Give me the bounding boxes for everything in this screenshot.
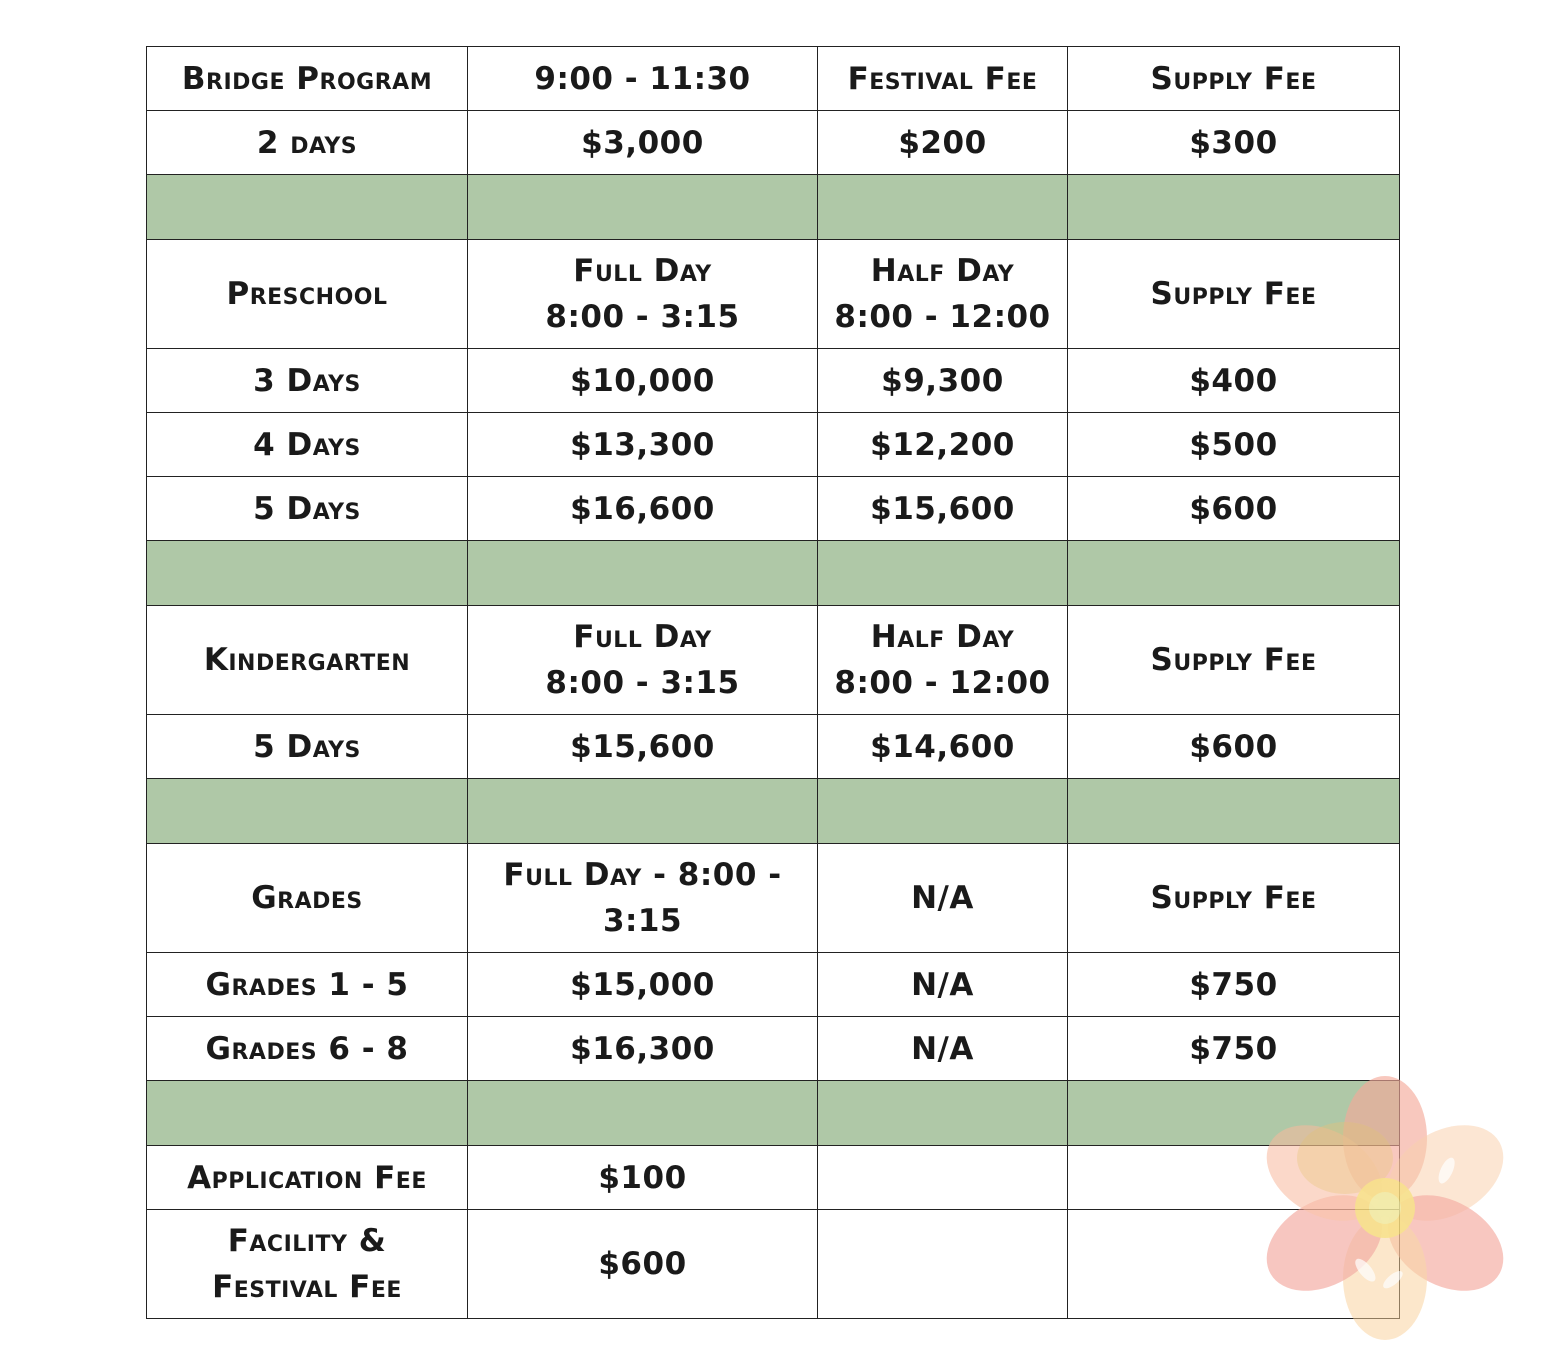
kindergarten-header-row bbox=[147, 606, 1400, 715]
spacer-band bbox=[147, 175, 1400, 240]
spacer-cell bbox=[1068, 541, 1400, 606]
table-row bbox=[147, 953, 1400, 1017]
price-cell: $16,600 bbox=[468, 477, 818, 541]
spacer-cell bbox=[818, 175, 1068, 240]
half-day-header: Half Day 8:00 - 12:00 bbox=[818, 606, 1068, 715]
price-cell: $9,300 bbox=[818, 349, 1068, 413]
price-cell: $16,300 bbox=[468, 1017, 818, 1081]
table-row bbox=[147, 715, 1400, 779]
table-row bbox=[147, 349, 1400, 413]
price-cell: $100 bbox=[468, 1146, 818, 1210]
full-day-header: Full Day 8:00 - 3:15 bbox=[468, 606, 818, 715]
preschool-label: Preschool bbox=[147, 240, 468, 349]
spacer-cell bbox=[1068, 175, 1400, 240]
spacer-cell bbox=[1068, 779, 1400, 844]
spacer-cell bbox=[818, 1081, 1068, 1146]
festival-fee-header: Festival Fee bbox=[818, 47, 1068, 111]
bridge-hours: 9:00 - 11:30 bbox=[468, 47, 818, 111]
price-cell: $10,000 bbox=[468, 349, 818, 413]
half-day-header: N/A bbox=[818, 844, 1068, 953]
price-cell: $600 bbox=[1068, 715, 1400, 779]
price-cell: N/A bbox=[818, 953, 1068, 1017]
tuition-fee-table bbox=[146, 46, 1400, 1319]
preschool-header-row bbox=[147, 240, 1400, 349]
bridge-header-row bbox=[147, 47, 1400, 111]
price-cell: $15,600 bbox=[818, 477, 1068, 541]
price-cell: $400 bbox=[1068, 349, 1400, 413]
price-cell: $300 bbox=[1068, 111, 1400, 175]
spacer-cell bbox=[1068, 1081, 1400, 1146]
full-day-header: Full Day - 8:00 - 3:15 bbox=[468, 844, 818, 953]
supply-fee-header: Supply Fee bbox=[1068, 240, 1400, 349]
spacer-cell bbox=[818, 779, 1068, 844]
price-cell: $500 bbox=[1068, 413, 1400, 477]
price-cell: $14,600 bbox=[818, 715, 1068, 779]
spacer-cell bbox=[468, 779, 818, 844]
half-day-header: Half Day 8:00 - 12:00 bbox=[818, 240, 1068, 349]
price-cell: $13,300 bbox=[468, 413, 818, 477]
spacer-band bbox=[147, 541, 1400, 606]
price-cell: $12,200 bbox=[818, 413, 1068, 477]
price-cell: $3,000 bbox=[468, 111, 818, 175]
full-day-header: Full Day 8:00 - 3:15 bbox=[468, 240, 818, 349]
facility-fee-label: Facility & Festival Fee bbox=[147, 1210, 468, 1319]
table-row bbox=[147, 413, 1400, 477]
price-cell: $200 bbox=[818, 111, 1068, 175]
table-row bbox=[147, 111, 1400, 175]
price-cell: $750 bbox=[1068, 1017, 1400, 1081]
price-cell: N/A bbox=[818, 1017, 1068, 1081]
spacer-cell bbox=[468, 1081, 818, 1146]
spacer-cell bbox=[147, 175, 468, 240]
grades-label: Grades bbox=[147, 844, 468, 953]
row-label: 3 Days bbox=[147, 349, 468, 413]
row-label: 5 Days bbox=[147, 715, 468, 779]
spacer-cell bbox=[147, 1081, 468, 1146]
spacer-band bbox=[147, 1081, 1400, 1146]
grades-header-row bbox=[147, 844, 1400, 953]
price-cell: $750 bbox=[1068, 953, 1400, 1017]
table-row bbox=[147, 1017, 1400, 1081]
empty-cell bbox=[1068, 1210, 1400, 1319]
price-cell: $15,600 bbox=[468, 715, 818, 779]
table-row bbox=[147, 1210, 1400, 1319]
spacer-band bbox=[147, 779, 1400, 844]
row-label: 5 Days bbox=[147, 477, 468, 541]
application-fee-label: Application Fee bbox=[147, 1146, 468, 1210]
supply-fee-header: Supply Fee bbox=[1068, 47, 1400, 111]
spacer-cell bbox=[468, 541, 818, 606]
row-label: Grades 1 - 5 bbox=[147, 953, 468, 1017]
empty-cell bbox=[1068, 1146, 1400, 1210]
spacer-cell bbox=[468, 175, 818, 240]
row-label: 4 Days bbox=[147, 413, 468, 477]
row-label: 2 days bbox=[147, 111, 468, 175]
spacer-cell bbox=[147, 779, 468, 844]
row-label: Grades 6 - 8 bbox=[147, 1017, 468, 1081]
bridge-program-label: Bridge Program bbox=[147, 47, 468, 111]
spacer-cell bbox=[818, 541, 1068, 606]
supply-fee-header: Supply Fee bbox=[1068, 606, 1400, 715]
price-cell: $15,000 bbox=[468, 953, 818, 1017]
table-row bbox=[147, 1146, 1400, 1210]
supply-fee-header: Supply Fee bbox=[1068, 844, 1400, 953]
empty-cell bbox=[818, 1146, 1068, 1210]
price-cell: $600 bbox=[1068, 477, 1400, 541]
table-row bbox=[147, 477, 1400, 541]
empty-cell bbox=[818, 1210, 1068, 1319]
price-cell: $600 bbox=[468, 1210, 818, 1319]
kindergarten-label: Kindergarten bbox=[147, 606, 468, 715]
spacer-cell bbox=[147, 541, 468, 606]
